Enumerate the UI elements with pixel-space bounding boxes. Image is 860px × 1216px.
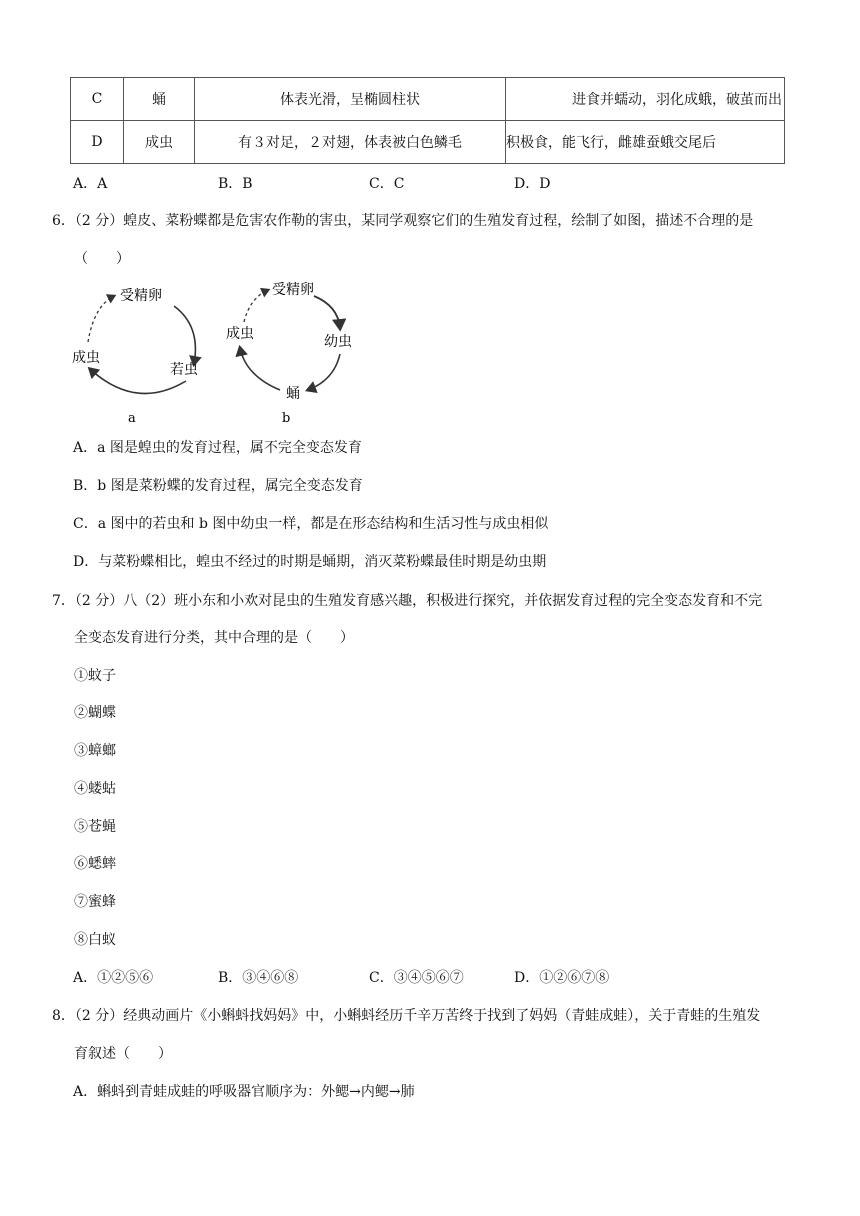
diagram-a-caption: a [128, 411, 136, 426]
q5-option-c[interactable]: C．C [369, 176, 405, 192]
q5-option-a[interactable]: A．A [73, 176, 108, 192]
table-cell-behavior: 进食并蠕动，羽化成蛾，破茧而出 [506, 78, 785, 121]
q7-item: ①蚊子 [74, 668, 116, 684]
q7-item: ⑦蜜蜂 [74, 894, 116, 910]
diagram-b-egg-label: 受精卵 [272, 282, 314, 298]
q6-option-d[interactable]: D．与菜粉蝶相比，蝗虫不经过的时期是蛹期，消灭菜粉蝶最佳时期是幼虫期 [73, 554, 547, 570]
q6-option-c[interactable]: C．a 图中的若虫和 b 图中幼虫一样，都是在形态结构和生活习性与成虫相似 [73, 516, 549, 532]
table-cell-stage: 蛹 [124, 78, 195, 121]
q7-option-a[interactable]: A．①②⑤⑥ [73, 970, 154, 986]
q6-stem-cont: （ ） [74, 251, 130, 267]
q5-option-d[interactable]: D．D [514, 176, 551, 192]
q8-stem-cont: 育叙述（ ） [74, 1046, 172, 1062]
arrow-larva-to-pupa [308, 354, 340, 390]
q7-item: ⑥蟋蟀 [74, 856, 116, 872]
table-cell-letter: D [71, 121, 124, 164]
q7-option-c[interactable]: C．③④⑤⑥⑦ [369, 970, 464, 986]
arrow-pupa-to-adult [240, 348, 280, 390]
arrow-egg-to-larva [314, 296, 340, 328]
table-cell-desc: 有３对足，２对翅，体表被白色鳞毛 [195, 121, 506, 164]
diagram-b-pupa-label: 蛹 [286, 386, 300, 402]
table-cell-desc: 体表光滑，呈椭圆柱状 [195, 78, 506, 121]
table-row [71, 78, 785, 121]
arrow-egg-to-nymph [174, 306, 195, 364]
q7-stem: 7．（2 分）八（2）班小东和小欢对昆虫的生殖发育感兴趣，积极进行探究，并依据发育过程的完全变态发育和不完 [52, 593, 763, 609]
q7-item: ③蟑螂 [74, 743, 116, 759]
q6-option-b[interactable]: B．b 图是菜粉蝶的发育过程，属完全变态发育 [73, 478, 363, 494]
diagram-b-larva-label: 幼虫 [324, 334, 352, 350]
diagram-a-adult-label: 成虫 [72, 350, 100, 366]
insect-life-cycle-diagram [66, 276, 366, 426]
q7-item: ②蝴蝶 [74, 705, 116, 721]
q7-stem-cont: 全变态发育进行分类，其中合理的是（ ） [74, 630, 354, 646]
arrow-adult-to-egg-b-dashed [244, 290, 268, 322]
q7-item: ⑧白蚁 [74, 932, 116, 948]
q8-stem: 8．（2 分）经典动画片《小蝌蚪找妈妈》中，小蝌蚪经历千辛万苦终于找到了妈妈（青蛙成蛙），关于青蛙的生殖发 [52, 1008, 761, 1024]
table-cell-stage: 成虫 [124, 121, 195, 164]
q7-item: ⑤苍蝇 [74, 819, 116, 835]
diagram-b-caption: b [282, 411, 291, 426]
diagram-a-nymph-label: 若虫 [170, 362, 198, 378]
q7-item: ④蝼蛄 [74, 781, 116, 797]
table-cell-letter: C [71, 78, 124, 121]
table-cell-behavior: 积极食，能飞行，雌雄蚕蛾交尾后 [506, 121, 785, 164]
q7-option-d[interactable]: D．①②⑥⑦⑧ [514, 970, 610, 986]
q8-option-a[interactable]: A．蝌蚪到青蛙成蛙的呼吸器官顺序为：外鳃→内鳃→肺 [73, 1084, 415, 1100]
q7-option-b[interactable]: B．③④⑥⑧ [218, 970, 299, 986]
q6-stem: 6．（2 分）蝗皮、菜粉蝶都是危害农作勒的害虫，某同学观察它们的生殖发育过程，绘制了如图，描述不合理的是 [52, 213, 754, 229]
table-row [71, 121, 785, 164]
q5-option-b[interactable]: B．B [218, 176, 253, 192]
stage-table [70, 77, 785, 164]
diagram-a-egg-label: 受精卵 [120, 288, 162, 304]
diagram-b-adult-label: 成虫 [226, 326, 254, 342]
arrow-adult-to-egg-dashed [88, 296, 114, 342]
q6-option-a[interactable]: A．a 图是蝗虫的发育过程，属不完全变态发育 [73, 440, 362, 456]
